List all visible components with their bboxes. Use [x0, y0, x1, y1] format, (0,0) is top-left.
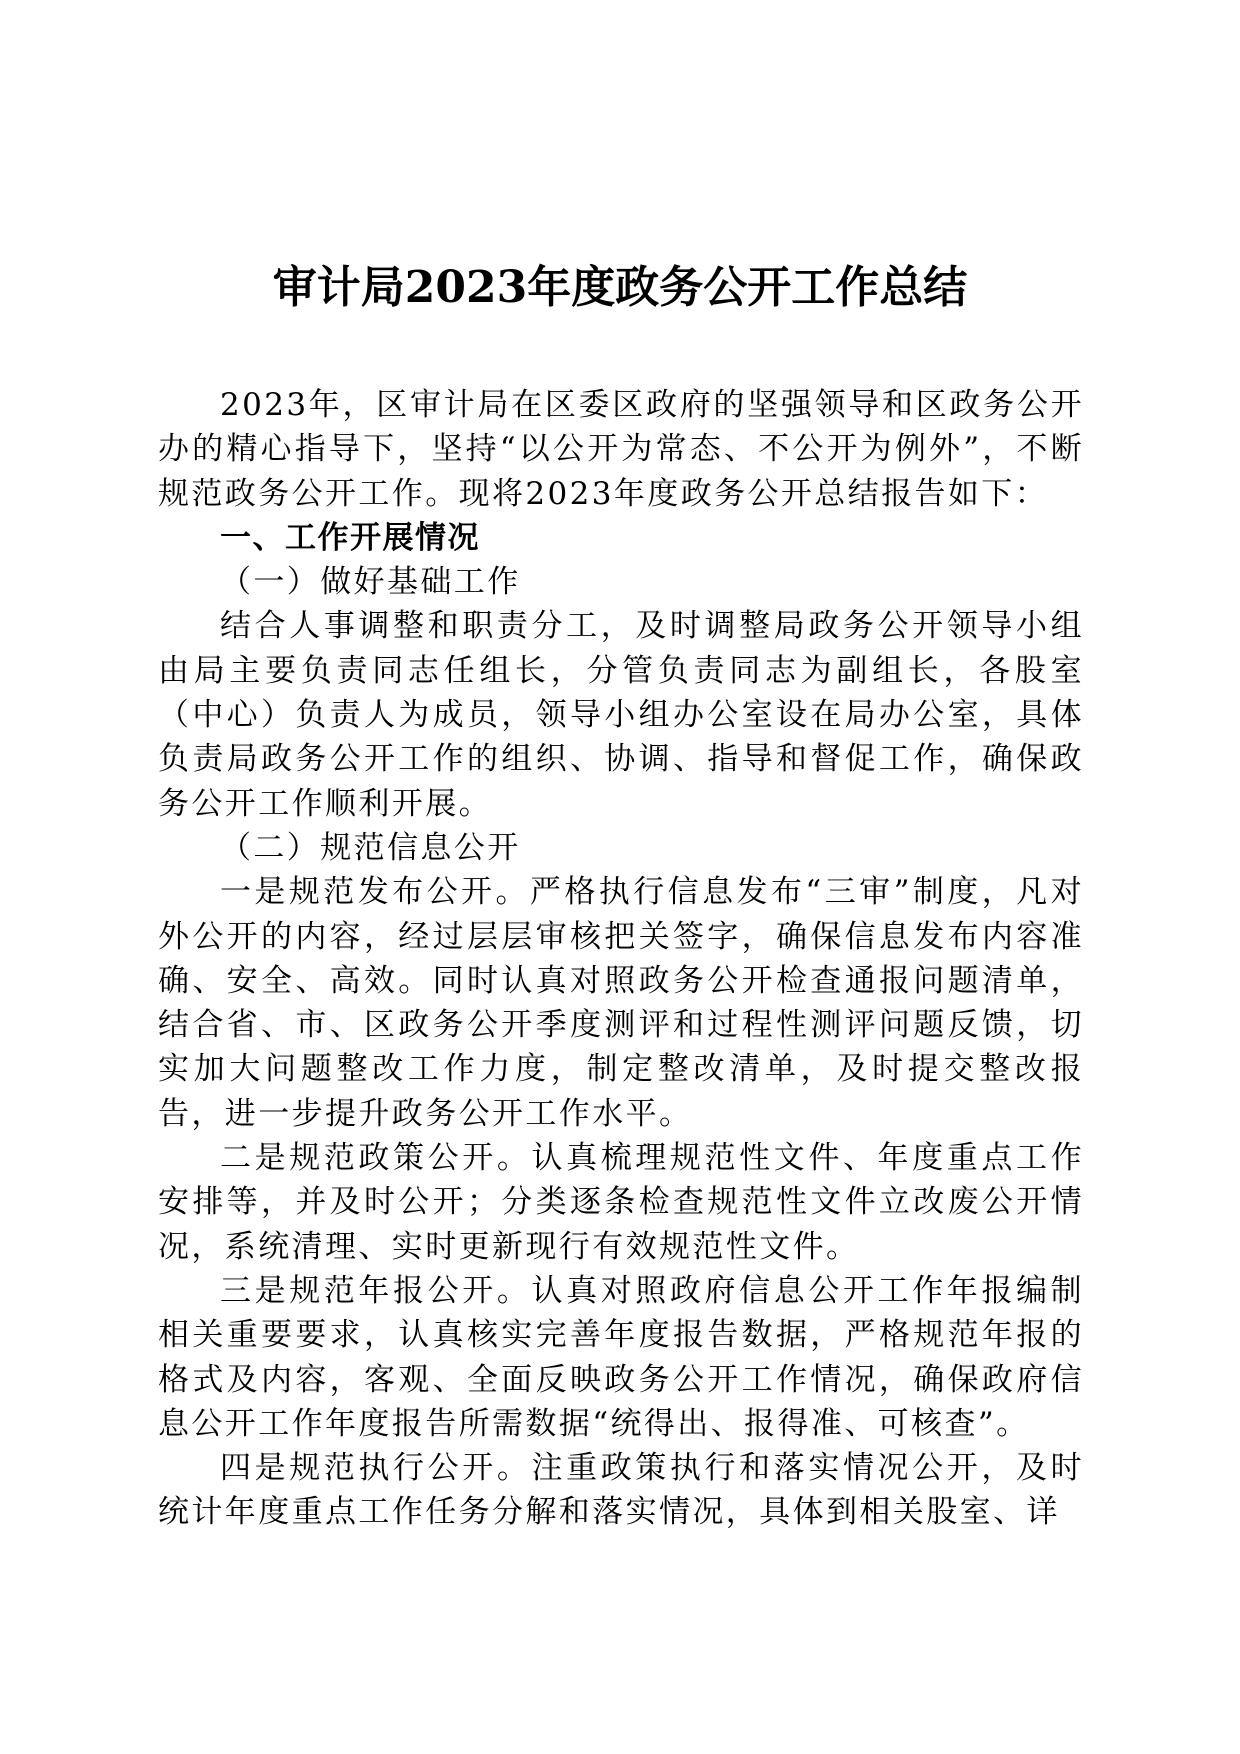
release-disclosure-paragraph: 一是规范发布公开。严格执行信息发布“三审”制度，凡对外公开的内容，经过层层审核把关签字，确保信息发布内容准确、安全、高效。同时认真对照政务公开检查通报问题清单，结合省、市、区政务公开季度测评和过程性测评问题反馈，切实加大问题整改工作力度，制定整改清单，及时提交整改报告，进一步提升政务公开工作水平。: [158, 874, 1084, 1132]
subsection-heading-basic-work: （一）做好基础工作: [220, 564, 521, 601]
section-heading-work-progress: 一、工作开展情况: [220, 519, 480, 556]
document-body: [158, 383, 1084, 1535]
policy-disclosure-paragraph: 二是规范政策公开。认真梳理规范性文件、年度重点工作安排等，并及时公开；分类逐条检查规范性文件立改废公开情况，系统清理、实时更新现行有效规范性文件。: [158, 1140, 1084, 1265]
subsection-heading-info-disclosure: （二）规范信息公开: [220, 829, 521, 866]
execution-disclosure-paragraph: 四是规范执行公开。注重政策执行和落实情况公开，及时统计年度重点工作任务分解和落实情况，具体到相关股室、详: [158, 1450, 1084, 1531]
annual-report-disclosure-paragraph: 三是规范年报公开。认真对照政府信息公开工作年报编制相关重要要求，认真核实完善年度报告数据，严格规范年报的格式及内容，客观、全面反映政务公开工作情况，确保政府信息公开工作年度报告所需数据“统得出、报得准、可核查”。: [158, 1272, 1084, 1442]
intro-paragraph: 2023年，区审计局在区委区政府的坚强领导和区政务公开办的精心指导下，坚持“以公开为常态、不公开为例外”，不断规范政务公开工作。现将2023年度政务公开总结报告如下：: [158, 387, 1084, 512]
basic-work-paragraph: 结合人事调整和职责分工，及时调整局政务公开领导小组由局主要负责同志任组长，分管负责同志为副组长，各股室（中心）负责人为成员，领导小组办公室设在局办公室，具体负责局政务公开工作的组织、协调、指导和督促工作，确保政务公开工作顺利开展。: [158, 608, 1084, 822]
document-title: 审计局2023年度政务公开工作总结: [272, 262, 968, 313]
